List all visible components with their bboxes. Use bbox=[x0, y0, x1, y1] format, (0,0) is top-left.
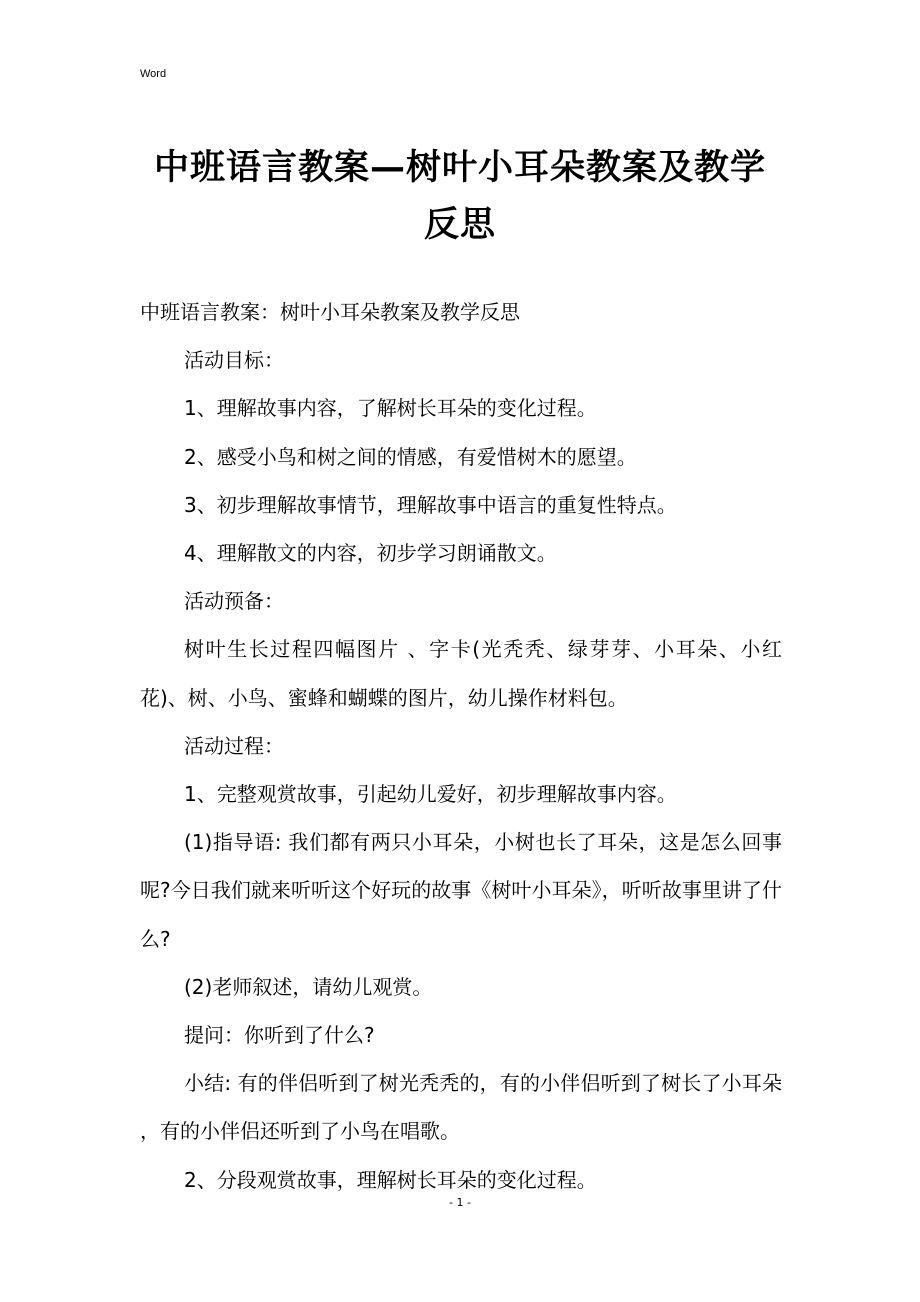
paragraph: 1、理解故事内容，了解树长耳朵的变化过程。 bbox=[184, 396, 597, 421]
paragraph: 3、初步理解故事情节，理解故事中语言的重复性特点。 bbox=[184, 492, 677, 517]
document-title: 中班语言教案—树叶小耳朵教案及教学反思 bbox=[153, 148, 766, 245]
document-body bbox=[140, 288, 782, 1204]
paragraph: 2、感受小鸟和树之间的情感，有爱惜树木的愿望。 bbox=[184, 444, 637, 469]
paragraph: 树叶生长过程四幅图片 、字卡(光秃秃、绿芽芽、小耳朵、小红花)、树、小鸟、蜜蜂和蝴蝶的图片，幼儿操作材料包。 bbox=[140, 637, 782, 710]
paragraph: 小结: 有的伴侣听到了树光秃秃的，有的小伴侣听到了树长了小耳朵 ，有的小伴侣还听到了小鸟在唱歌。 bbox=[140, 1071, 782, 1144]
page-header: Word bbox=[140, 68, 167, 80]
paragraph: 2、分段观赏故事，理解树长耳朵的变化过程。 bbox=[184, 1167, 597, 1192]
paragraph: 提问：你听到了什么? bbox=[184, 1023, 375, 1048]
paragraph: 活动预备： bbox=[184, 589, 284, 614]
paragraph: 4、理解散文的内容，初步学习朗诵散文。 bbox=[184, 541, 557, 566]
paragraph: 活动目标： bbox=[184, 348, 284, 373]
page-number: - 1 - bbox=[449, 1196, 471, 1209]
paragraph: 中班语言教案：树叶小耳朵教案及教学反思 bbox=[140, 300, 520, 324]
paragraph: (2)老师叙述，请幼儿观赏。 bbox=[184, 974, 433, 999]
paragraph: 1、完整观赏故事，引起幼儿爱好，初步理解故事内容。 bbox=[184, 782, 677, 807]
paragraph: 活动过程： bbox=[184, 733, 284, 758]
paragraph: (1)指导语: 我们都有两只小耳朵，小树也长了耳朵，这是怎么回事呢?今日我们就来听听这个好玩的故事《树叶小耳朵》，听听故事里讲了什么? bbox=[140, 830, 782, 951]
